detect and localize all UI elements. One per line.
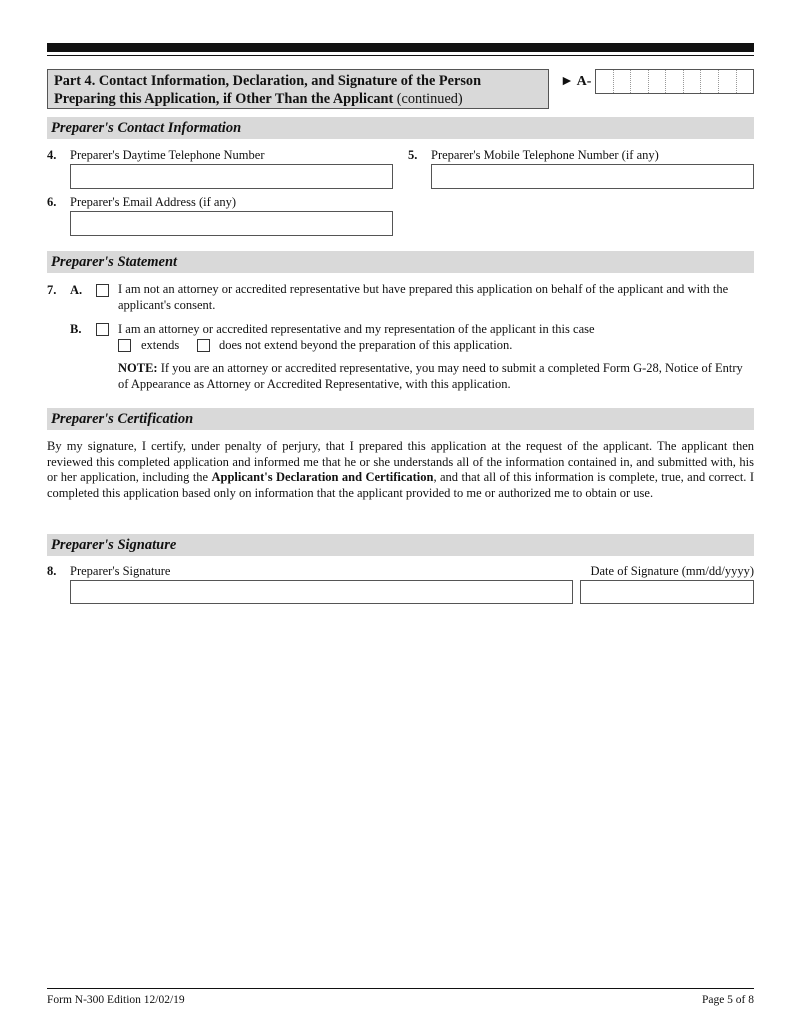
extends-checkbox[interactable] xyxy=(118,339,131,352)
q6-label: Preparer's Email Address (if any) xyxy=(70,195,237,209)
q4-label: Preparer's Daytime Telephone Number xyxy=(70,148,265,162)
note-body: If you are an attorney or accredited representative, you may need to submit a completed Form G-28, Notice of Entry of Appearance as Attorney or Accredited Representative, with this application. xyxy=(118,361,743,391)
extends-label: extends xyxy=(141,338,180,352)
signature-input[interactable] xyxy=(70,580,573,604)
not-extend-label: does not extend beyond the preparation of this application. xyxy=(219,338,513,352)
top-rule-thick xyxy=(47,43,754,52)
date-of-signature-label: Date of Signature (mm/dd/yyyy) xyxy=(590,564,754,578)
not-extend-checkbox[interactable] xyxy=(197,339,210,352)
a-number-input[interactable] xyxy=(595,69,754,94)
daytime-phone-input[interactable] xyxy=(70,164,393,189)
note-text xyxy=(118,361,748,392)
q4-number: 4. xyxy=(47,148,57,162)
applicant-declaration-ref: Applicant's Declaration and Certification xyxy=(211,470,434,484)
option-b-text: I am an attorney or accredited representative and my representation of the applicant in this case xyxy=(118,322,595,336)
section-title-signature: Preparer's Signature xyxy=(47,534,754,556)
option-a-letter: A. xyxy=(70,283,83,297)
option-b-letter: B. xyxy=(70,322,82,336)
part-title: Part 4. Contact Information, Declaration, and Signature of the Person Preparing this Application, if Other Than the Applicant xyxy=(54,73,482,107)
a-number-label: ► A- xyxy=(560,74,592,89)
section-title-statement: Preparer's Statement xyxy=(47,251,754,273)
date-of-signature-input[interactable] xyxy=(580,580,754,604)
q8-number: 8. xyxy=(47,564,57,578)
q8-label: Preparer's Signature xyxy=(70,564,171,578)
section-title-certification: Preparer's Certification xyxy=(47,408,754,430)
q7-number: 7. xyxy=(47,283,57,297)
option-b-checkbox[interactable] xyxy=(96,323,109,336)
option-a-checkbox[interactable] xyxy=(96,284,109,297)
top-rule-thin xyxy=(47,55,754,56)
footer-rule xyxy=(47,988,754,989)
footer-page-number: Page 5 of 8 xyxy=(701,994,754,1006)
mobile-phone-input[interactable] xyxy=(431,164,754,189)
note-label: NOTE: xyxy=(118,361,158,375)
certification-text: By my signature, I certify, under penalty of perjury, that I prepared this application at the request of the applicant. The applicant then reviewed this completed application and informed me that he or she understands all of the information contained in, and submitted with, his or her application, including the Applicant's Declaration and Certification, and that all of this information is complete, true, and correct. I completed this application based only on information that the applicant provided to me or authorized me to obtain or use. xyxy=(47,439,754,500)
part-header xyxy=(47,69,549,109)
part-title-suffix: (continued) xyxy=(393,91,463,107)
footer-form-edition: Form N-300 Edition 12/02/19 xyxy=(47,994,185,1006)
option-a-text: I am not an attorney or accredited representative but have prepared this application on behalf of the applicant and with the applicant's consent. xyxy=(118,282,729,312)
q5-number: 5. xyxy=(408,148,418,162)
q5-label: Preparer's Mobile Telephone Number (if any) xyxy=(431,148,659,162)
section-title-contact: Preparer's Contact Information xyxy=(47,117,754,139)
q6-number: 6. xyxy=(47,195,57,209)
email-input[interactable] xyxy=(70,211,393,236)
